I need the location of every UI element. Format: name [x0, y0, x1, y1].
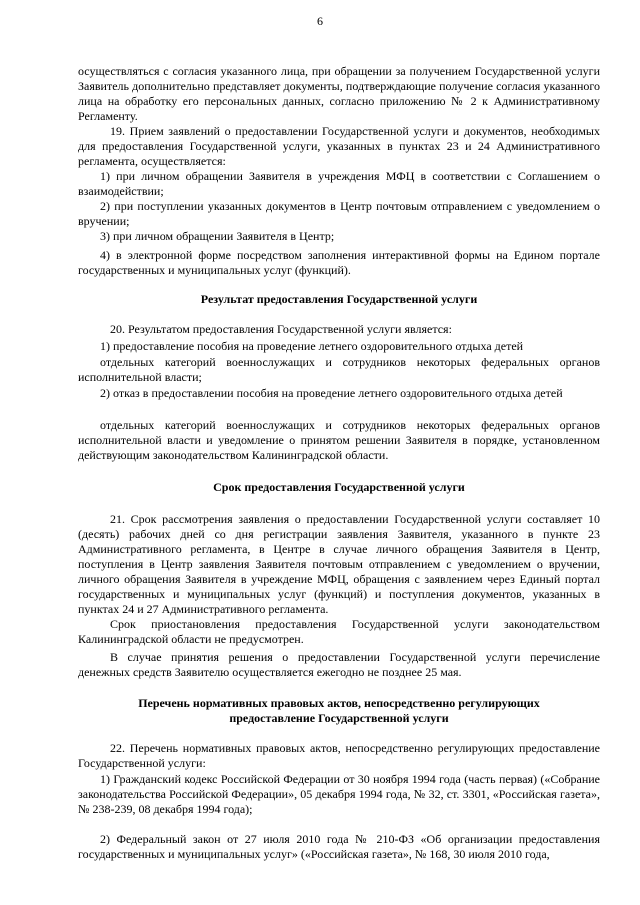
paragraph-22-item-1: 1) Гражданский кодекс Российской Федерации от 30 ноября 1994 года (часть первая) («Собрание законодательства Российской Федерации», 05 декабря 1994 года, № 32, ст. 3301, «Российская газета», № 238-239, 08 декабря 1994 года);: [78, 772, 600, 816]
paragraph-21: 21. Срок рассмотрения заявления о предоставлении Государственной услуги составляет 10 (десять) рабочих дней со дня регистрации заявления Заявителя, указанного в пункте 23 Административного регламента, в Центре в случае личного обращения Заявителя в Центр, поступления в Центр заявления Заявителя почтовым отправлением с уведомлением о вручении, личного обращения Заявителя в учреждение МФЦ, обращения с заявлением через Единый портал государственных и муниципальных услуг (функций) и поступления документов, указанных в пунктах 24 и 27 Административного регламента.: [78, 512, 600, 616]
paragraph-19-item-3: 3) при личном обращении Заявителя в Центр;: [100, 229, 335, 243]
heading-result: Результат предоставления Государственной услуги: [200, 292, 478, 306]
heading-term: Срок предоставления Государственной услуги: [213, 480, 465, 494]
paragraph-20-item-1b: отдельных категорий военнослужащих и сотрудников некоторых федеральных органов исполнительной власти;: [78, 355, 600, 384]
paragraph-19-item-4: 4) в электронной форме посредством заполнения интерактивной формы на Едином портале государственных и муниципальных услуг (функций).: [78, 248, 600, 277]
page-number: 6: [317, 14, 323, 28]
paragraph-21-c: В случае принятия решения о предоставлении Государственной услуги перечисление денежных средств Заявителю осуществляется ежегодно не позднее 25 мая.: [78, 650, 600, 679]
heading-acts-line-1: Перечень нормативных правовых актов, непосредственно регулирующих: [138, 696, 540, 710]
paragraph-20-item-2a: 2) отказ в предоставлении пособия на проведение летнего оздоровительного отдыха детей: [100, 386, 563, 400]
paragraph-20-item-1a: 1) предоставление пособия на проведение летнего оздоровительного отдыха детей: [100, 339, 524, 353]
paragraph-19: 19. Прием заявлений о предоставлении Государственной услуги и документов, необходимых для предоставления Государственной услуги, указанных в пунктах 23 и 24 Административного регламента, осуществляется:: [78, 124, 600, 168]
heading-acts-line-2: предоставление Государственной услуги: [229, 711, 449, 725]
paragraph-21-b: Срок приостановления предоставления Государственной услуги законодательством Калининградской области не предусмотрен.: [78, 617, 600, 646]
paragraph-19-item-2: 2) при поступлении указанных документов в Центр почтовым отправлением с уведомлением о вручении;: [78, 199, 600, 228]
paragraph-22-item-2: 2) Федеральный закон от 27 июля 2010 года № 210-ФЗ «Об организации предоставления государственных и муниципальных услуг» («Российская газета», № 168, 30 июля 2010 года,: [78, 832, 600, 861]
paragraph-20-item-2b: отдельных категорий военнослужащих и сотрудников некоторых федеральных органов исполнительной власти и уведомление о принятом решении Заявителя в порядке, установленном действующим законодательством Калининградской области.: [78, 418, 600, 462]
paragraph-19-item-1: 1) при личном обращении Заявителя в учреждения МФЦ в соответствии с Соглашением о взаимодействии;: [78, 169, 600, 198]
paragraph-22: 22. Перечень нормативных правовых актов, непосредственно регулирующих предоставление Государственной услуги:: [78, 741, 600, 770]
paragraph-20: 20. Результатом предоставления Государственной услуги является:: [110, 322, 452, 336]
paragraph-intro: осуществляться с согласия указанного лица, при обращении за получением Государственной услуги Заявитель дополнительно представляет документы, подтверждающие получение согласия указанного лица на обработку его персональных данных, согласно приложению № 2 к Административному Регламенту.: [78, 64, 600, 123]
